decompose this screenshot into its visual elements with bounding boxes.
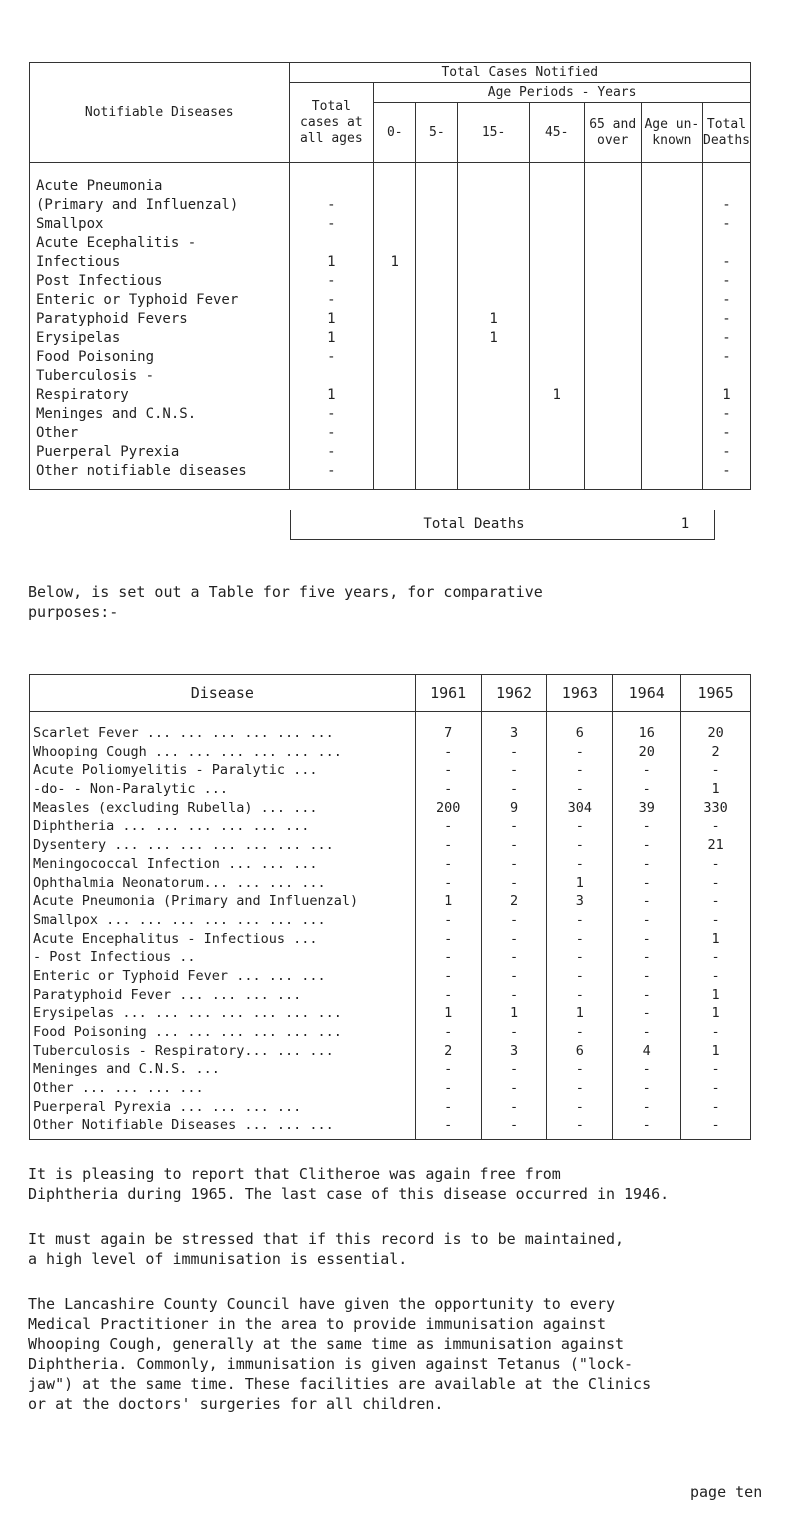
disease-name: Smallpox xyxy=(36,216,104,232)
header-year-1962: 1962 xyxy=(481,675,547,712)
year-1965-cell: - xyxy=(711,1061,720,1078)
year-1962-cell: - xyxy=(509,1117,519,1134)
year-1964-cell: - xyxy=(642,762,651,779)
total-cases-cell: - xyxy=(327,292,336,308)
disease-name: (Primary and Influenzal) xyxy=(36,197,239,213)
year-1962-cell: 1 xyxy=(509,1005,519,1022)
year-1965-cell: - xyxy=(711,1117,720,1134)
disease-name: Tuberculosis - xyxy=(36,368,155,384)
year-1961-cell: - xyxy=(444,762,453,779)
total-cases-cell: 1 xyxy=(327,330,336,346)
year-1961-cell: 1 xyxy=(444,893,453,910)
year-1961-cell: - xyxy=(444,1024,453,1040)
year-1961-cell: - xyxy=(444,1080,453,1097)
year-1961-cell: 1 xyxy=(444,1005,453,1022)
deaths-cell: 1 xyxy=(722,387,731,403)
year-1962-cell: - xyxy=(509,818,519,835)
year-1961-cell: - xyxy=(444,1061,453,1078)
year-1965-cell: 1 xyxy=(711,781,720,798)
year-1964-cell: - xyxy=(642,818,651,835)
year-1965-cell: 2 xyxy=(711,743,720,760)
col-age-45 xyxy=(529,163,584,490)
deaths-cell: - xyxy=(722,292,731,308)
diphtheria-paragraph: It is pleasing to report that Clitheroe was again free from Diphtheria during 1965. The last case of this disease occurred in 1946. xyxy=(28,1165,670,1203)
year-1964-cell: - xyxy=(642,911,651,928)
header-age-unknown: Age un- known xyxy=(641,103,702,163)
comparative-intro: Below, is set out a Table for five years, for comparative purposes:- xyxy=(28,583,543,621)
total-cases-cell: - xyxy=(327,463,336,479)
total-cases-cell: - xyxy=(327,216,336,232)
year-1965-cell: 1 xyxy=(711,930,720,947)
year-1961-cell: 2 xyxy=(444,1042,453,1059)
immunisation-paragraph: It must again be stressed that if this record is to be maintained, a high level of immunisation is essential. xyxy=(28,1230,625,1268)
age-15-cell xyxy=(458,272,528,291)
age-15-cell xyxy=(458,462,528,481)
col-age-0 xyxy=(374,163,416,490)
col-age-unknown xyxy=(641,163,702,490)
year-1965-cell: - xyxy=(711,818,720,835)
disease-name: Infectious xyxy=(36,254,121,270)
deaths-cell: - xyxy=(722,216,731,232)
year-1964-cell: - xyxy=(642,837,651,854)
disease-name: Other notifiable diseases xyxy=(36,463,247,479)
year-1962-cell: - xyxy=(509,911,519,928)
deaths-cell: - xyxy=(722,273,731,289)
age-15-cell xyxy=(458,234,528,253)
disease-row-label: Acute Encephalitus - Infectious ... xyxy=(33,930,318,947)
year-1962-cell: - xyxy=(509,837,519,854)
year-1963-cell: - xyxy=(575,911,584,928)
year-1962-cell: - xyxy=(509,874,519,891)
age-0-cell xyxy=(374,443,415,462)
year-1962-cell: - xyxy=(509,762,519,779)
age-0-cell xyxy=(374,329,415,348)
disease-row-label: Acute Poliomyelitis - Paralytic ... xyxy=(33,762,318,779)
disease-name: Post Infectious xyxy=(36,273,163,289)
age-45-cell xyxy=(530,196,584,215)
disease-row-label: Food Poisoning ... ... ... ... ... ... xyxy=(33,1024,342,1040)
age-45-cell xyxy=(530,367,584,386)
page-number: page ten xyxy=(690,1483,763,1501)
total-cases-cell: 1 xyxy=(327,387,336,403)
header-year-1963: 1963 xyxy=(547,675,613,712)
total-cases-cell xyxy=(290,367,374,386)
col-1965 xyxy=(681,712,751,1140)
age-15-cell xyxy=(458,196,528,215)
age-0-cell xyxy=(374,367,415,386)
year-1961-cell: - xyxy=(444,818,453,835)
deaths-cell: - xyxy=(722,197,731,213)
total-cases-cell: - xyxy=(327,444,336,460)
total-cases-cell: 1 xyxy=(327,311,336,327)
header-total-cases-all-ages: Total cases at all ages xyxy=(289,83,374,163)
disease-row-label: Enteric or Typhoid Fever ... ... ... xyxy=(33,967,326,984)
total-cases-cell xyxy=(290,234,374,253)
year-1961-cell: - xyxy=(444,930,453,947)
age-45-cell xyxy=(530,177,584,196)
header-age-45: 45- xyxy=(529,103,584,163)
year-1963-cell: - xyxy=(575,1061,584,1078)
year-1965-cell: 1 xyxy=(711,986,720,1003)
year-1963-cell: - xyxy=(575,855,584,872)
deaths-cell: - xyxy=(722,425,731,441)
year-1961-cell: - xyxy=(444,855,453,872)
disease-name: Acute Pneumonia xyxy=(36,178,163,194)
header-year-1961: 1961 xyxy=(415,675,481,712)
year-1962-cell: - xyxy=(509,986,519,1003)
year-1961-cell: 200 xyxy=(435,799,461,816)
year-1965-cell: 1 xyxy=(711,1005,720,1022)
year-1965-cell: - xyxy=(711,874,720,891)
disease-list xyxy=(30,163,290,490)
col-total-cases xyxy=(289,163,374,490)
disease-name: Respiratory xyxy=(36,387,129,403)
year-1963-cell: - xyxy=(575,762,584,779)
disease-row-label: Smallpox ... ... ... ... ... ... ... xyxy=(33,911,326,928)
age-45-cell xyxy=(530,405,584,424)
age-0-cell xyxy=(374,310,415,329)
disease-row-label: Paratyphoid Fever ... ... ... ... xyxy=(33,986,302,1003)
deaths-cell xyxy=(703,177,750,196)
year-1965-cell: 330 xyxy=(703,799,728,816)
year-1963-cell: 1 xyxy=(575,1005,584,1022)
year-1962-cell: 3 xyxy=(509,1042,519,1059)
age-15-cell xyxy=(458,424,528,443)
header-age-15: 15- xyxy=(458,103,529,163)
age-15-cell xyxy=(458,386,528,405)
year-1963-cell: 6 xyxy=(575,725,584,741)
age-45-cell xyxy=(530,348,584,367)
year-1964-cell: - xyxy=(642,949,651,966)
year-1964-cell: - xyxy=(642,874,651,891)
year-1965-cell: - xyxy=(711,1080,720,1097)
lancashire-paragraph: The Lancashire County Council have given the opportunity to every Medical Practitioner in the area to provide immunisation against Whooping Cough, generally at the same time as immunisation against Diphtheria. Commonly, immunisation is given against Tetanus ("lock- jaw") at the same time. These facilities are available at the Clinics or at the doctors' surgeries for all children. xyxy=(28,1295,652,1413)
disease-row-label: - Post Infectious .. xyxy=(33,949,196,966)
year-1961-cell: - xyxy=(444,1117,453,1134)
disease-row-label: Diphtheria ... ... ... ... ... ... xyxy=(33,818,310,835)
col-age-15 xyxy=(458,163,529,490)
disease-row-label: Tuberculosis - Respiratory... ... ... xyxy=(33,1042,334,1059)
year-1965-cell: 20 xyxy=(707,725,724,741)
age-15-cell xyxy=(458,348,528,367)
year-1963-cell: - xyxy=(575,949,584,966)
col-total-deaths xyxy=(703,163,751,490)
year-1963-cell: - xyxy=(575,1024,584,1040)
year-1963-cell: - xyxy=(575,930,584,947)
total-cases-cell: - xyxy=(327,425,336,441)
year-1962-cell: - xyxy=(509,1061,519,1078)
year-1964-cell: 4 xyxy=(642,1042,651,1059)
year-1962-cell: - xyxy=(509,1080,519,1097)
age-15-cell: 1 xyxy=(489,330,498,346)
deaths-cell: - xyxy=(722,444,731,460)
year-1964-cell: - xyxy=(642,855,651,872)
year-1962-cell: - xyxy=(509,949,519,966)
disease-name: Puerperal Pyrexia xyxy=(36,444,180,460)
year-1962-cell: - xyxy=(509,930,519,947)
year-1961-cell: 7 xyxy=(444,725,453,741)
year-1961-cell: - xyxy=(444,967,453,984)
year-1964-cell: - xyxy=(642,930,651,947)
year-1963-cell: - xyxy=(575,743,584,760)
header-age-5: 5- xyxy=(416,103,458,163)
year-1963-cell: - xyxy=(575,1080,584,1097)
notified-cases-table xyxy=(29,62,751,490)
year-1961-cell: - xyxy=(444,911,453,928)
year-1964-cell: - xyxy=(642,1117,651,1134)
age-15-cell xyxy=(458,177,528,196)
age-15-cell xyxy=(458,405,528,424)
disease-row-label: Meninges and C.N.S. ... xyxy=(33,1061,220,1078)
year-1961-cell: - xyxy=(444,949,453,966)
age-15-cell xyxy=(458,215,528,234)
disease-name: Paratyphoid Fevers xyxy=(36,311,188,327)
disease-row-label: Other Notifiable Diseases ... ... ... xyxy=(33,1117,334,1134)
header-age-0: 0- xyxy=(374,103,416,163)
age-0-cell xyxy=(374,462,415,481)
five-year-comparison-table xyxy=(29,674,751,1140)
disease-name: Enteric or Typhoid Fever xyxy=(36,292,239,308)
year-1961-cell: - xyxy=(444,837,453,854)
disease-name: Meninges and C.N.S. xyxy=(36,406,197,422)
year-1964-cell: - xyxy=(642,781,651,798)
disease-row-label: Whooping Cough ... ... ... ... ... ... xyxy=(33,743,342,760)
year-1963-cell: 304 xyxy=(567,799,593,816)
year-1963-cell: - xyxy=(575,986,584,1003)
header-age-65-over: 65 and over xyxy=(584,103,641,163)
header-year-1965: 1965 xyxy=(681,675,751,712)
year-1963-cell: - xyxy=(575,837,584,854)
col-age-65-over xyxy=(584,163,641,490)
age-45-cell xyxy=(530,329,584,348)
disease-name: Acute Ecephalitis - xyxy=(36,235,197,251)
age-45-cell xyxy=(530,291,584,310)
age-0-cell xyxy=(374,196,415,215)
age-0-cell xyxy=(374,348,415,367)
disease-row-label: Meningococcal Infection ... ... ... xyxy=(33,855,318,872)
disease-name: Food Poisoning xyxy=(36,349,155,365)
col-1963 xyxy=(547,712,613,1140)
disease-row-label: Measles (excluding Rubella) ... ... xyxy=(33,799,318,816)
disease-row-label: Other ... ... ... ... xyxy=(33,1080,204,1097)
year-1965-cell: - xyxy=(711,1024,720,1040)
age-45-cell xyxy=(530,462,584,481)
age-45-cell xyxy=(530,234,584,253)
disease-row-label: Ophthalmia Neonatorum... ... ... ... xyxy=(33,874,326,891)
col-1961 xyxy=(415,712,481,1140)
age-45-cell xyxy=(530,215,584,234)
year-1964-cell: - xyxy=(642,893,651,910)
year-1965-cell: - xyxy=(711,855,720,872)
age-15-cell xyxy=(458,367,528,386)
disease-row-label: -do- - Non-Paralytic ... xyxy=(33,781,229,798)
year-1962-cell: 3 xyxy=(509,725,519,741)
age-45-cell xyxy=(530,310,584,329)
year-1965-cell: 21 xyxy=(707,837,724,854)
total-cases-cell: - xyxy=(327,273,336,289)
year-1961-cell: - xyxy=(444,781,453,798)
header-notifiable-diseases: Notifiable Diseases xyxy=(30,63,290,163)
header-year-1964: 1964 xyxy=(613,675,681,712)
total-deaths-footer xyxy=(290,510,751,540)
year-1964-cell: - xyxy=(642,1061,651,1078)
total-cases-cell: - xyxy=(327,197,336,213)
year-1963-cell: 1 xyxy=(575,874,584,891)
age-45-cell xyxy=(530,272,584,291)
total-cases-cell: - xyxy=(327,406,336,422)
disease-row-label: Puerperal Pyrexia ... ... ... ... xyxy=(33,1098,302,1115)
header-disease: Disease xyxy=(30,675,416,712)
year-1964-cell: - xyxy=(642,1024,651,1040)
header-total-deaths: Total Deaths xyxy=(703,103,751,163)
year-1964-cell: - xyxy=(642,1098,651,1115)
year-1961-cell: - xyxy=(444,986,453,1003)
header-age-periods: Age Periods - Years xyxy=(374,83,751,103)
deaths-cell: - xyxy=(722,463,731,479)
year-1964-cell: 16 xyxy=(638,725,655,741)
year-1965-cell: - xyxy=(711,967,720,984)
col-age-5 xyxy=(416,163,458,490)
disease-name: Erysipelas xyxy=(36,330,121,346)
age-15-cell xyxy=(458,291,528,310)
year-1964-cell: - xyxy=(642,967,651,984)
disease-row-label: Scarlet Fever ... ... ... ... ... ... xyxy=(33,725,334,741)
year-1963-cell: 6 xyxy=(575,1042,584,1059)
total-cases-cell xyxy=(290,177,374,196)
age-15-cell: 1 xyxy=(489,311,498,327)
year-1962-cell: - xyxy=(509,781,519,798)
age-0-cell xyxy=(374,234,415,253)
year-1965-cell: - xyxy=(711,911,720,928)
deaths-cell: - xyxy=(722,330,731,346)
year-1962-cell: 2 xyxy=(509,893,519,910)
col-1962 xyxy=(481,712,547,1140)
age-0-cell xyxy=(374,177,415,196)
age-0-cell xyxy=(374,215,415,234)
year-1964-cell: - xyxy=(642,986,651,1003)
disease-name: Other xyxy=(36,425,79,441)
year-1963-cell: - xyxy=(575,818,584,835)
age-0-cell xyxy=(374,291,415,310)
age-15-cell xyxy=(458,443,528,462)
year-1962-cell: - xyxy=(509,1098,519,1115)
deaths-cell: - xyxy=(722,349,731,365)
age-0-cell xyxy=(374,424,415,443)
header-total-cases-notified: Total Cases Notified xyxy=(289,63,750,83)
year-1964-cell: - xyxy=(642,1005,651,1022)
year-1962-cell: 9 xyxy=(509,799,519,816)
year-1963-cell: - xyxy=(575,967,584,984)
total-cases-cell: 1 xyxy=(327,254,336,270)
total-deaths-value: 1 xyxy=(656,510,715,540)
total-cases-cell: - xyxy=(327,349,336,365)
year-1965-cell: - xyxy=(711,949,720,966)
year-1961-cell: - xyxy=(444,743,453,760)
deaths-cell: - xyxy=(722,406,731,422)
age-45-cell xyxy=(530,443,584,462)
year-1962-cell: - xyxy=(509,967,519,984)
year-1964-cell: 39 xyxy=(638,799,655,816)
year-1964-cell: 20 xyxy=(638,743,655,760)
age-45-cell: 1 xyxy=(552,387,561,403)
age-0-cell xyxy=(374,272,415,291)
year-1965-cell: 1 xyxy=(711,1042,720,1059)
deaths-cell: - xyxy=(722,311,731,327)
year-1961-cell: - xyxy=(444,1098,453,1115)
year-1963-cell: - xyxy=(575,1098,584,1115)
age-0-cell xyxy=(374,386,415,405)
age-0-cell: 1 xyxy=(390,254,399,270)
col-1964 xyxy=(613,712,681,1140)
year-1962-cell: - xyxy=(509,855,519,872)
disease-row-label: Dysentery ... ... ... ... ... ... ... xyxy=(33,837,334,854)
year-1963-cell: - xyxy=(575,781,584,798)
year-1965-cell: - xyxy=(711,1098,720,1115)
deaths-cell: - xyxy=(722,254,731,270)
deaths-cell xyxy=(703,367,750,386)
disease-list-2 xyxy=(30,712,416,1140)
age-45-cell xyxy=(530,424,584,443)
age-0-cell xyxy=(374,405,415,424)
year-1963-cell: 3 xyxy=(575,893,584,910)
disease-row-label: Erysipelas ... ... ... ... ... ... ... xyxy=(33,1005,342,1022)
total-deaths-label: Total Deaths xyxy=(423,516,525,532)
age-15-cell xyxy=(458,253,528,272)
year-1962-cell: - xyxy=(509,1024,519,1040)
year-1961-cell: - xyxy=(444,874,453,891)
disease-row-label: Acute Pneumonia (Primary and Influenzal) xyxy=(33,893,359,910)
deaths-cell xyxy=(703,234,750,253)
year-1962-cell: - xyxy=(509,743,519,760)
year-1964-cell: - xyxy=(642,1080,651,1097)
year-1965-cell: - xyxy=(711,893,720,910)
year-1965-cell: - xyxy=(711,762,720,779)
year-1963-cell: - xyxy=(575,1117,584,1134)
age-45-cell xyxy=(530,253,584,272)
